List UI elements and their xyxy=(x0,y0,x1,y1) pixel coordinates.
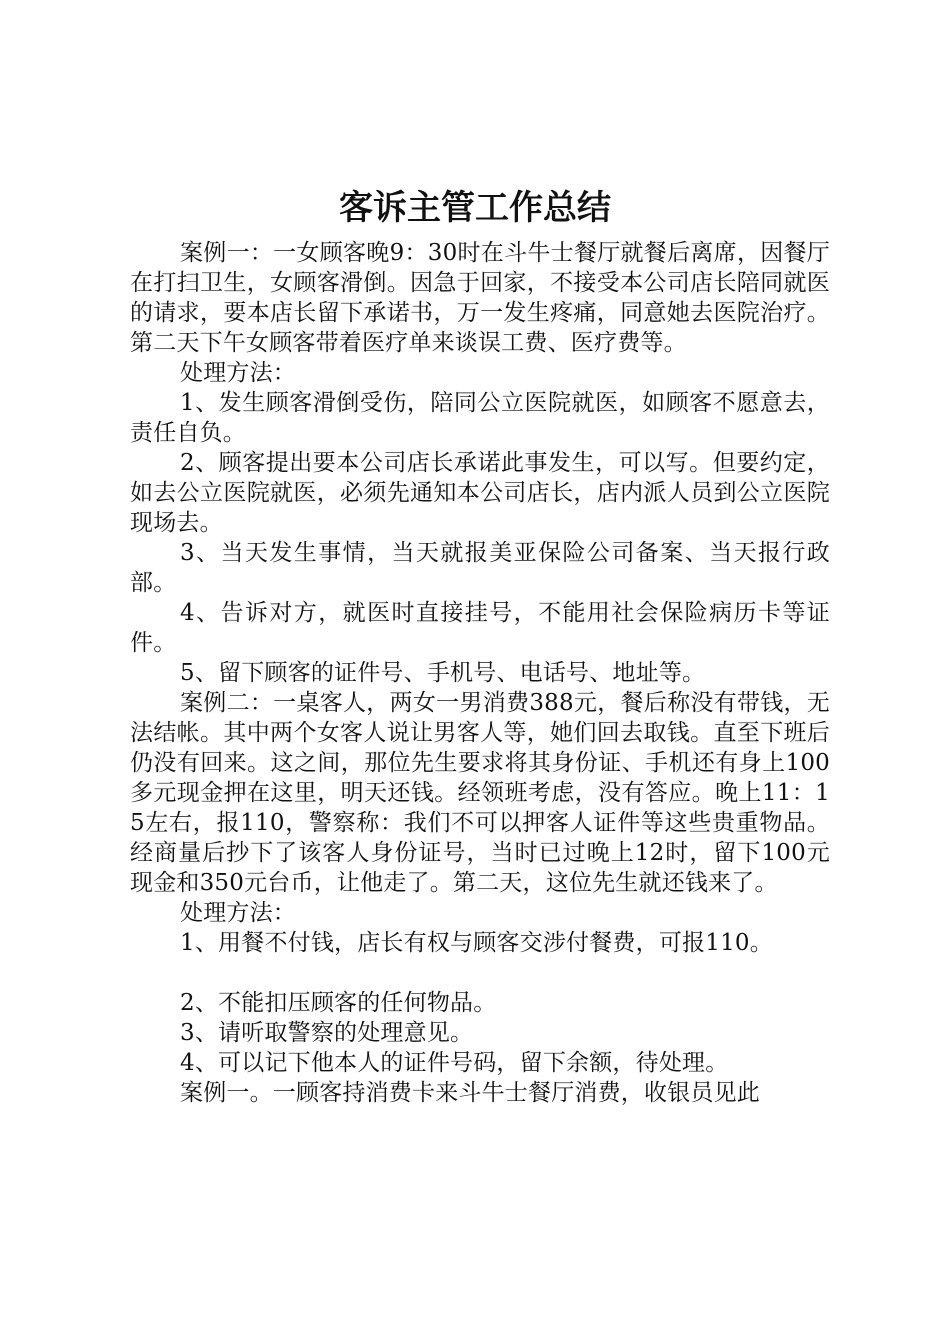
paragraph-method-1-3: 3、当天发生事情，当天就报美亚保险公司备案、当天报行政部。 xyxy=(130,540,830,596)
paragraph-method-1-4: 4、告诉对方，就医时直接挂号，不能用社会保险病历卡等证件。 xyxy=(130,600,830,656)
paragraph-case-2: 案例二：一桌客人，两女一男消费388元，餐后称没有带钱，无法结帐。其中两个女客人说让男客人等，她们回去取钱。直至下班后仍没有回来。这之间，那位先生要求将其身份证、手机还有身上100多元现金押在这里，明天还钱。经领班考虑，没有答应。晚上11：15左右，报110，警察称：我们不可以押客人证件等这些贵重物品。经商量后抄下了该客人身份证号，当时已过晚上12时，留下100元现金和350元台币，让他走了。第二天，这位先生就还钱来了。 xyxy=(130,690,830,896)
paragraph-method-2-2: 2、不能扣压顾客的任何物品。 xyxy=(180,990,497,1016)
paragraph-method-heading-1: 处理方法： xyxy=(180,360,296,386)
paragraph-method-2-1: 1、用餐不付钱，店长有权与顾客交涉付餐费，可报110。 xyxy=(180,930,773,956)
paragraph-method-heading-2: 处理方法： xyxy=(180,900,296,926)
document-body xyxy=(130,238,830,1108)
paragraph-case-3: 案例一。一顾客持消费卡来斗牛士餐厅消费，收银员见此 xyxy=(180,1080,760,1106)
paragraph-method-2-4: 4、可以记下他本人的证件号码，留下余额，待处理。 xyxy=(180,1050,729,1076)
paragraph-case-1: 案例一：一女顾客晚9：30时在斗牛士餐厅就餐后离席，因餐厅在打扫卫生，女顾客滑倒。因急于回家，不接受本公司店长陪同就医的请求，要本店长留下承诺书，万一发生疼痛，同意她去医院治疗。第二天下午女顾客带着医疗单来谈误工费、医疗费等。 xyxy=(130,240,830,356)
paragraph-method-2-3: 3、请听取警察的处理意见。 xyxy=(180,1020,474,1046)
paragraph-method-1-5: 5、留下顾客的证件号、手机号、电话号、地址等。 xyxy=(180,660,706,686)
document-title: 客诉主管工作总结 xyxy=(339,188,611,228)
blank-line xyxy=(130,958,830,988)
paragraph-method-1-1: 1、发生顾客滑倒受伤，陪同公立医院就医，如顾客不愿意去，责任自负。 xyxy=(130,390,830,446)
paragraph-method-1-2: 2、顾客提出要本公司店长承诺此事发生，可以写。但要约定，如去公立医院就医，必须先通知本公司店长，店内派人员到公立医院现场去。 xyxy=(130,450,830,536)
